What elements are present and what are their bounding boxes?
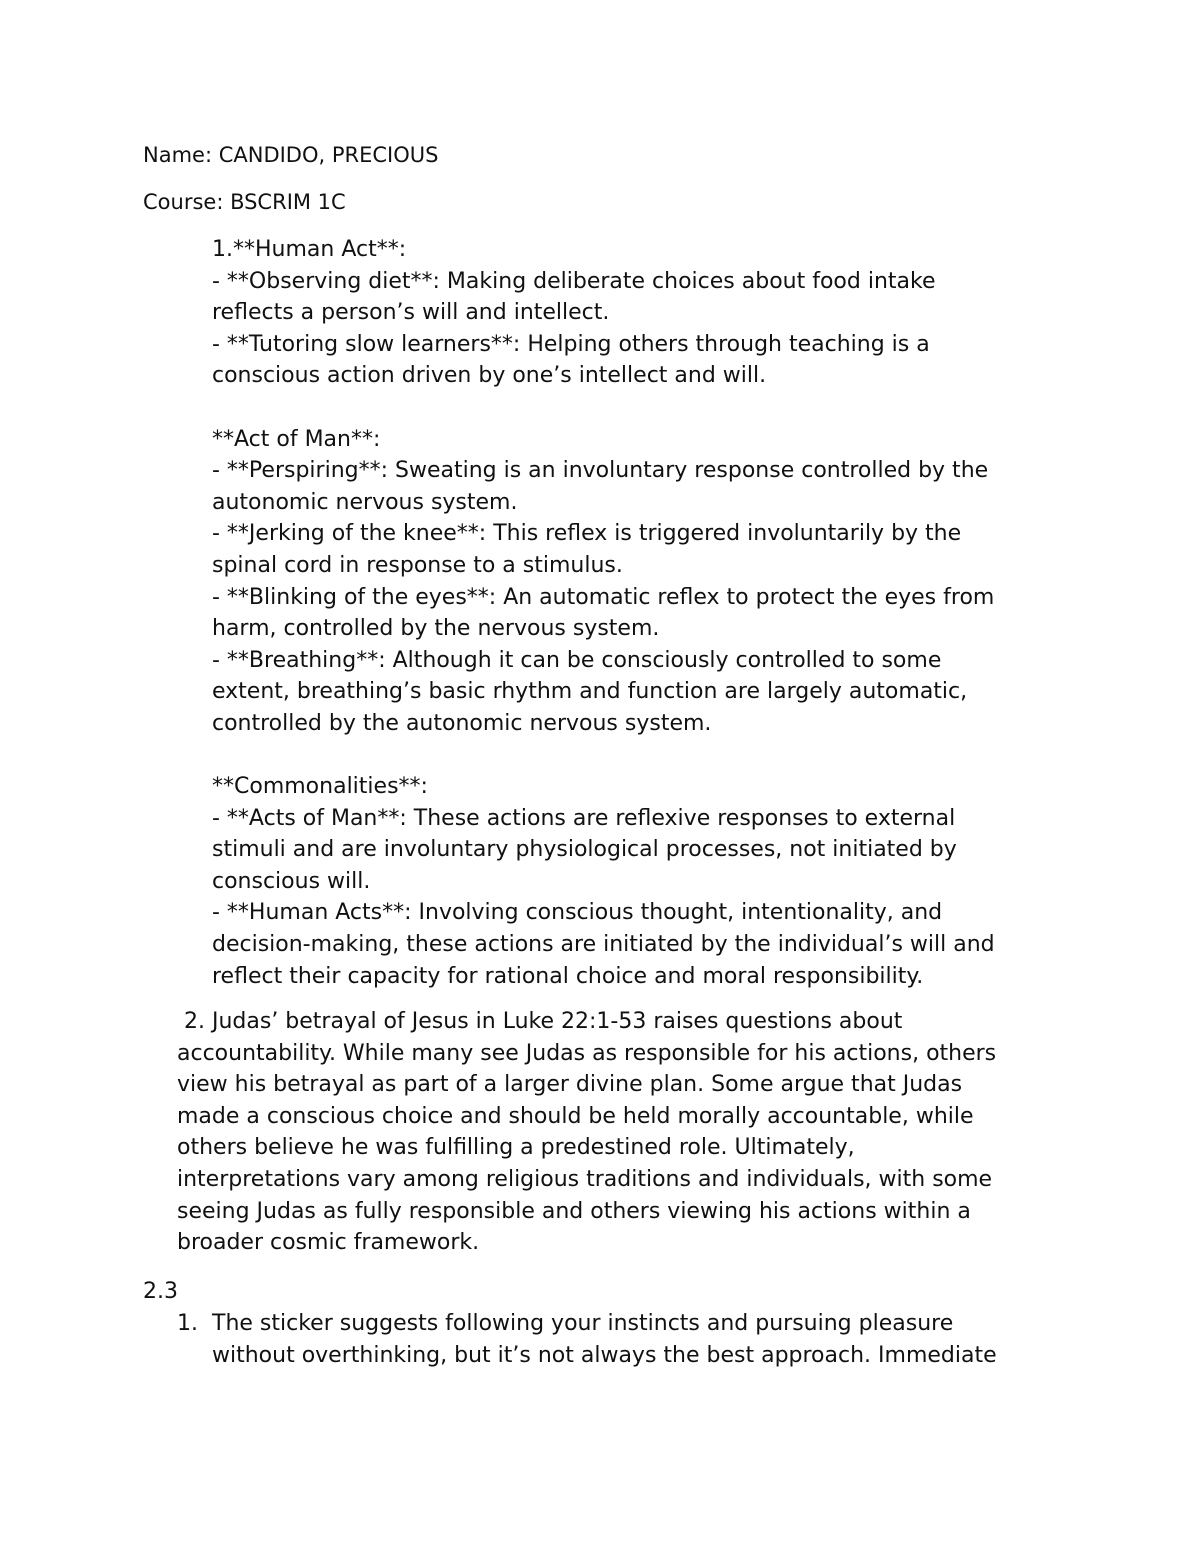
text-line: **Act of Man**: — [212, 426, 381, 452]
text-line: spinal cord in response to a stimulus. — [212, 552, 623, 578]
text-line: - **Human Acts**: Involving conscious thought, intentionality, and — [212, 900, 943, 926]
text-line: decision-making, these actions are initiated by the individual’s will and — [212, 932, 995, 958]
list-number: 1. — [177, 1311, 198, 1336]
text-line: 2. Judas’ betrayal of Jesus in Luke 22:1-53 raises questions about — [177, 1009, 903, 1034]
text-line: 1.**Human Act**: — [212, 237, 407, 262]
text-line: conscious will. — [212, 868, 371, 894]
text-line: extent, breathing’s basic rhythm and function are largely automatic, — [212, 679, 968, 705]
list-item-text — [212, 1308, 997, 1371]
section-heading-2-3: 2.3 — [143, 1279, 178, 1304]
text-line: view his betrayal as part of a larger divine plan. Some argue that Judas — [177, 1072, 963, 1098]
student-course: Course: BSCRIM 1C — [143, 190, 346, 214]
text-line: reflect their capacity for rational choice and moral responsibility. — [212, 963, 924, 989]
text-line: accountability. While many see Judas as responsible for his actions, others — [177, 1040, 997, 1066]
text-line: others believe he was fulfilling a predestined role. Ultimately, — [177, 1135, 855, 1161]
blank-line — [212, 740, 995, 772]
blank-line — [212, 392, 995, 424]
text-line: conscious action driven by one’s intellect and will. — [212, 363, 767, 389]
question-1-answer — [212, 234, 995, 992]
text-line: - **Perspiring**: Sweating is an involuntary response controlled by the — [212, 458, 989, 484]
text-line: - **Blinking of the eyes**: An automatic reflex to protect the eyes from — [212, 584, 995, 610]
text-line: harm, controlled by the nervous system. — [212, 616, 660, 642]
text-line: autonomic nervous system. — [212, 489, 518, 515]
text-line: The sticker suggests following your instincts and pursuing pleasure — [212, 1311, 954, 1336]
student-name: Name: CANDIDO, PRECIOUS — [143, 143, 439, 167]
text-line: **Commonalities**: — [212, 774, 428, 800]
text-line: interpretations vary among religious traditions and individuals, with some — [177, 1166, 993, 1192]
text-line: - **Jerking of the knee**: This reflex is triggered involuntarily by the — [212, 521, 962, 547]
text-line: made a conscious choice and should be held morally accountable, while — [177, 1103, 974, 1129]
question-2-answer — [177, 1006, 996, 1259]
text-line: reflects a person’s will and intellect. — [212, 300, 610, 326]
text-line: controlled by the autonomic nervous system. — [212, 710, 712, 736]
text-line: - **Tutoring slow learners**: Helping others through teaching is a — [212, 331, 930, 357]
text-line: - **Observing diet**: Making deliberate choices about food intake — [212, 268, 936, 294]
text-line: broader cosmic framework. — [177, 1230, 480, 1256]
text-line: stimuli and are involuntary physiological processes, not initiated by — [212, 837, 957, 863]
text-line: seeing Judas as fully responsible and others viewing his actions within a — [177, 1198, 971, 1224]
text-line: - **Breathing**: Although it can be consciously controlled to some — [212, 647, 942, 673]
text-line: without overthinking, but it’s not always the best approach. Immediate — [212, 1342, 997, 1368]
text-line: - **Acts of Man**: These actions are reflexive responses to external — [212, 805, 956, 831]
